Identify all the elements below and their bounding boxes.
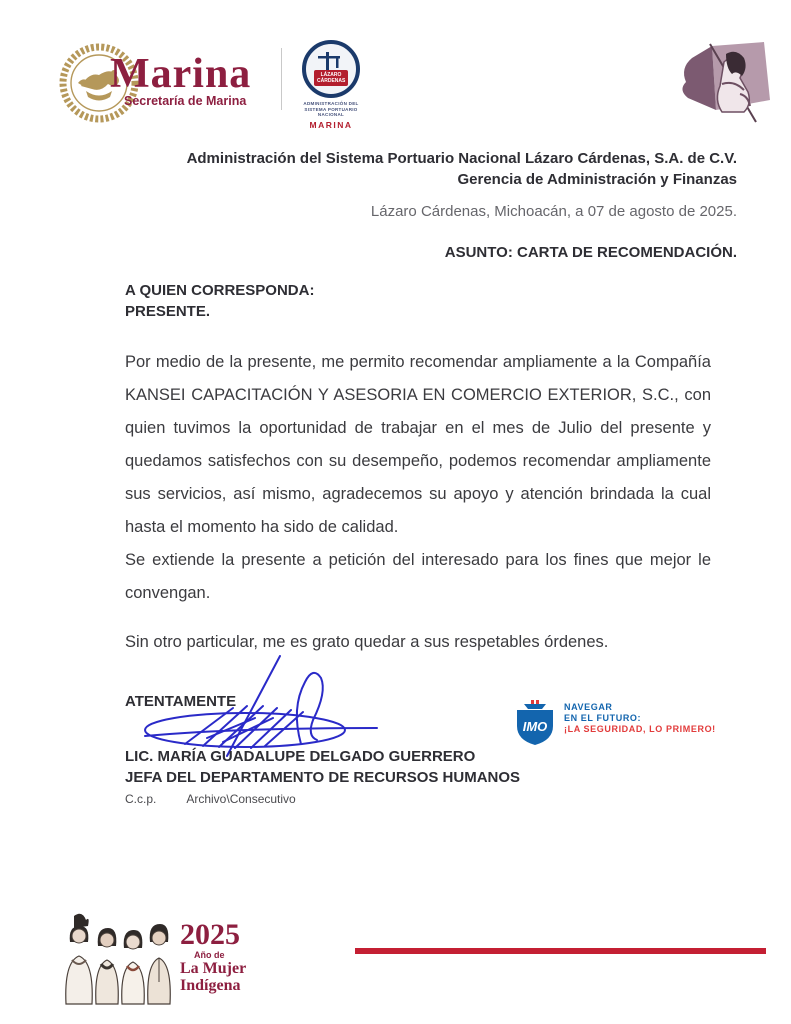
salutation-line2: PRESENTE.	[125, 303, 211, 320]
port-authority-logo	[296, 40, 366, 130]
signer-name: LIC. MARÍA GUADALUPE DELGADO GUERRERO	[125, 748, 476, 765]
imo-slogan-line2: EN EL FUTURO:	[564, 713, 642, 723]
footer-red-rule	[355, 948, 766, 954]
port-logo-circle-icon	[302, 40, 360, 98]
org-name-line: Administración del Sistema Portuario Nacional Lázaro Cárdenas, S.A. de C.V.	[186, 150, 737, 167]
dateline: Lázaro Cárdenas, Michoacán, a 07 de agosto de 2025.	[370, 203, 737, 220]
marina-wordmark: Marina	[110, 51, 252, 97]
footer-year: 2025	[180, 918, 240, 951]
imo-shield-icon	[514, 698, 556, 746]
imo-slogan	[564, 698, 716, 735]
ccp-label: C.c.p.	[125, 792, 157, 806]
footer-year-block	[180, 920, 246, 994]
header-divider	[281, 48, 282, 110]
salutation	[125, 280, 314, 322]
body-paragraph-3: Sin otro particular, me es grato quedar a sus respetables órdenes.	[125, 633, 609, 651]
closing-word: ATENTAMENTE	[125, 693, 237, 710]
imo-campaign-logo	[514, 698, 716, 746]
signer-block	[125, 746, 520, 788]
port-logo-badge: LÁZARO CÁRDENAS	[314, 70, 348, 86]
footer-subtitle: Año de	[194, 950, 225, 960]
body-paragraph-1: Por medio de la presente, me permito recomendar ampliamente a la Compañía KANSEI CAPACITACIÓN Y ASESORIA EN COMERCIO EXTERIOR, S.C., con quien tuvimos la oportunidad de trabajar en el mes de Julio del presente y quedamos satisfechos con su desempeño, podemos recomendar ampliamente sus servicios, así mismo, agradecemos su apoyo y atención brindada la cual hasta el momento ha sido de calidad.	[125, 353, 711, 536]
handwritten-signature	[115, 648, 395, 760]
org-dept-line: Gerencia de Administración y Finanzas	[457, 171, 737, 188]
org-header	[187, 148, 737, 190]
port-logo-arc-text: ADMINISTRACIÓN DEL SISTEMA PORTUARIO NACIONAL	[303, 101, 359, 117]
subject-line: ASUNTO: CARTA DE RECOMENDACIÓN.	[444, 244, 737, 261]
ccp-value: Archivo\Consecutivo	[186, 792, 296, 806]
imo-shield-text: IMO	[522, 719, 548, 734]
imo-slogan-line1: NAVEGAR	[564, 702, 613, 712]
marina-tagline: Secretaría de Marina	[124, 94, 247, 108]
indigenous-women-illustration	[60, 912, 178, 1006]
imo-slogan-line3: ¡LA SEGURIDAD, LO PRIMERO!	[564, 724, 716, 734]
footer-line2: Indígena	[180, 977, 241, 994]
ccp-row	[125, 792, 296, 806]
footer-line1: La Mujer	[180, 960, 247, 977]
port-logo-marina-label: MARINA	[309, 119, 353, 130]
body-paragraph-2: Se extiende la presente a petición del interesado para los fines que mejor le convengan.	[125, 551, 711, 602]
signer-title: JEFA DEL DEPARTAMENTO DE RECURSOS HUMANOS	[125, 769, 521, 786]
woman-with-flag-illustration	[652, 40, 778, 126]
salutation-line1: A QUIEN CORRESPONDA:	[125, 282, 315, 299]
port-crane-icon	[306, 44, 356, 94]
